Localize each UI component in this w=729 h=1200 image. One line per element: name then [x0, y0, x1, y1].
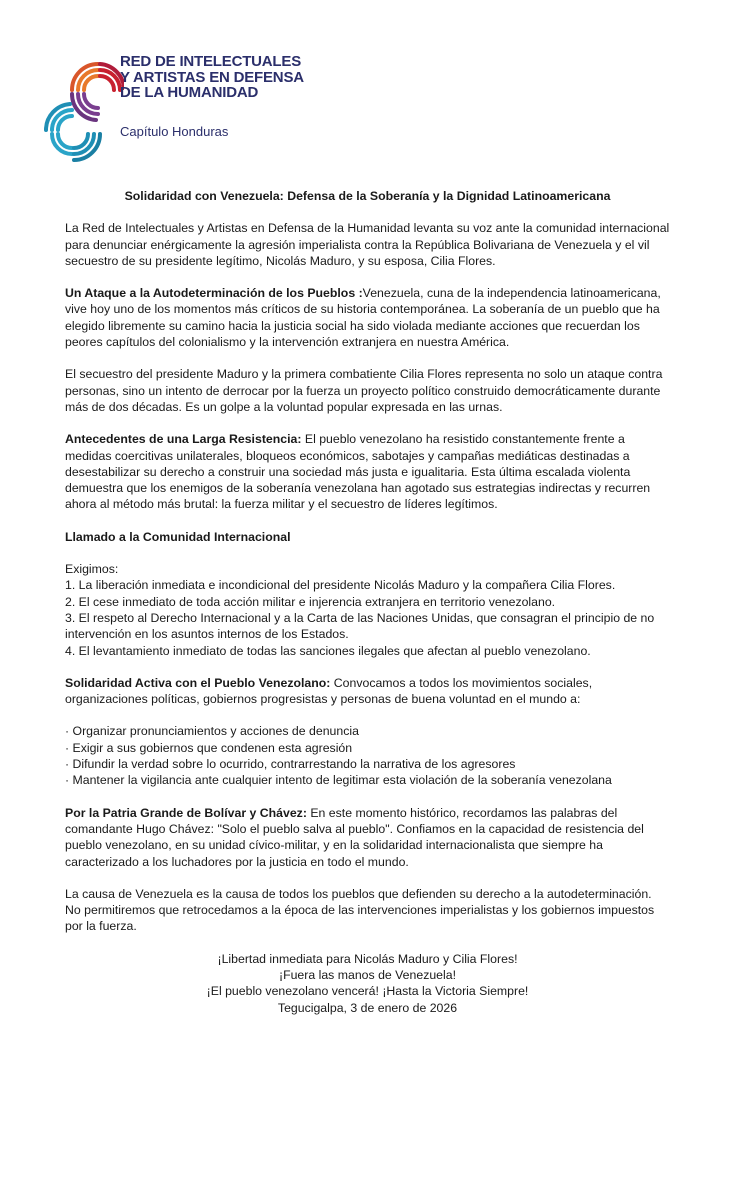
section-solidaridad: [65, 675, 670, 708]
section-antecedentes: [65, 431, 670, 512]
list-item: 1. La liberación inmediata e incondicional del presidente Nicolás Maduro y la compañera Cilia Flores.: [65, 578, 616, 593]
org-name-line-2: Y ARTISTAS EN DEFENSA: [120, 68, 304, 86]
list-item: 4. El levantamiento inmediato de todas las sanciones ilegales que afectan al pueblo venezolano.: [65, 643, 591, 658]
demands-intro: Exigimos:: [65, 562, 119, 577]
place-date: Tegucigalpa, 3 de enero de 2026: [277, 1000, 458, 1015]
organization-logo: [44, 52, 304, 162]
causa-paragraph: La causa de Venezuela es la causa de todos los pueblos que defienden su derecho a la autodeterminación. No permitiremos que retrocedamos a la época de las intervenciones imperialistas y los gobiernos impuestos por la fuerza.: [65, 886, 655, 934]
secuestro-paragraph: El secuestro del presidente Maduro y la primera combatiente Cilia Flores representa no solo un ataque contra personas, sino un intento de derrocar por la fuerza un proyecto político construido democráticamente durante más de dos décadas. Es un golpe a la voluntad popular expresada en las urnas.: [65, 367, 663, 414]
section-patria-grande: [65, 805, 670, 870]
section-heading: Un Ataque a la Autodeterminación de los Pueblos :: [65, 286, 363, 301]
section-autodeterminacion: [65, 285, 670, 350]
list-item: · Difundir la verdad sobre lo ocurrido, contrarrestando la narrativa de los agresores: [65, 757, 516, 772]
section-heading: Solidaridad Activa con el Pueblo Venezolano:: [65, 675, 331, 690]
logo-emblem-icon: [44, 52, 124, 162]
statement-document: [65, 188, 670, 1016]
demands-list: [65, 561, 670, 659]
closing-line: ¡Fuera las manos de Venezuela!: [278, 967, 457, 982]
document-title: Solidaridad con Venezuela: Defensa de la Soberanía y la Dignidad Latinoamericana: [124, 189, 611, 203]
list-item: · Exigir a sus gobiernos que condenen esta agresión: [65, 740, 353, 755]
org-name-line-1: RED DE INTELECTUALES: [120, 53, 302, 70]
chapter-name: Capítulo Honduras: [120, 124, 229, 139]
section-heading-llamado: Llamado a la Comunidad Internacional: [65, 529, 291, 544]
intro-paragraph: La Red de Intelectuales y Artistas en Defensa de la Humanidad levanta su voz ante la comunidad internacional para denunciar enérgicamente la agresión imperialista contra la República Bolivariana de Venezuela y el vil secuestro de su presidente legítimo, Nicolás Maduro, y su esposa, Cilia Flores.: [65, 221, 670, 268]
section-heading: Por la Patria Grande de Bolívar y Chávez:: [65, 805, 307, 820]
organization-name: [120, 54, 304, 101]
closing-slogans: [65, 951, 670, 1016]
list-item: 3. El respeto al Derecho Internacional y a la Carta de las Naciones Unidas, que consagran el principio de no intervención en los asuntos internos de los Estados.: [65, 610, 655, 642]
actions-list: [65, 723, 670, 788]
closing-line: ¡El pueblo venezolano vencerá! ¡Hasta la Victoria Siempre!: [206, 984, 529, 999]
org-name-line-3: DE LA HUMANIDAD: [120, 84, 259, 101]
section-body: El pueblo venezolano ha resistido constantemente frente a medidas coercitivas unilaterales, bloqueos económicos, sabotajes y campañas mediáticas destinadas a desestabilizar su derecho a construir una sociedad más justa e igualitaria. Esta última escalada violenta demuestra que los enemigos de la soberanía venezolana han agotado sus estrategias indirectas y recurren ahora al método más brutal: la fuerza militar y el secuestro de líderes legítimos.: [65, 432, 651, 512]
closing-line: ¡Libertad inmediata para Nicolás Maduro y Cilia Flores!: [217, 951, 518, 966]
list-item: 2. El cese inmediato de toda acción militar e injerencia extranjera en territorio venezolano.: [65, 594, 556, 609]
section-body: En este momento histórico, recordamos las palabras del comandante Hugo Chávez: "Solo el pueblo salva al pueblo". Confiamos en la capacidad de resistencia del pueblo venezolano, en su unidad cívico-militar, y en la solidaridad internacionalista que siempre ha caracterizado a los luchadores por la justicia en todo el mundo.: [65, 805, 644, 869]
section-body: Venezuela, cuna de la independencia latinoamericana, vive hoy uno de los momentos más críticos de su historia contemporánea. La soberanía de un pueblo que ha elegido libremente su camino hacia la justicia social ha sido violada mediante acciones que recuerdan los peores capítulos del colonialismo y la intervención extranjera en nuestra América.: [65, 286, 661, 350]
list-item: · Mantener la vigilancia ante cualquier intento de legitimar esta violación de la soberanía venezolana: [65, 773, 612, 788]
section-body: Convocamos a todos los movimientos sociales, organizaciones políticas, gobiernos progresistas y personas de buena voluntad en el mundo a:: [65, 675, 593, 707]
section-heading: Antecedentes de una Larga Resistencia:: [65, 432, 302, 447]
list-item: · Organizar pronunciamientos y acciones de denuncia: [65, 724, 359, 739]
